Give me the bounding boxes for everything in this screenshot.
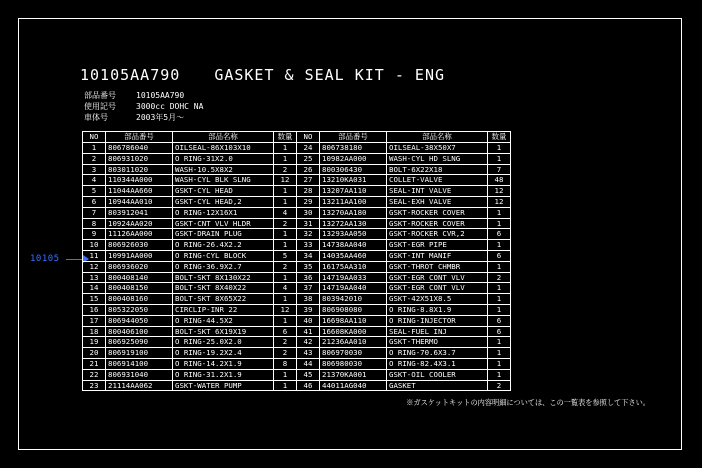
table-row	[83, 175, 511, 186]
table-row	[83, 283, 511, 294]
cell: 12	[274, 175, 297, 186]
col-header-no-right: NO	[297, 132, 320, 143]
table-row	[83, 143, 511, 154]
cell: 110344A000	[106, 175, 173, 186]
cell: 16698AA110	[320, 315, 387, 326]
cell: 5	[83, 186, 106, 197]
cell: 7	[488, 164, 511, 175]
cell: 800306430	[320, 164, 387, 175]
cell: O RING-25.0X2.0	[173, 337, 274, 348]
cell: O RING-36.9X2.7	[173, 261, 274, 272]
cell: O RING-82.4X3.1	[387, 358, 488, 369]
cell: O RING-INJECTOR	[387, 315, 488, 326]
table-row	[83, 348, 511, 359]
cell: 21114AA062	[106, 380, 173, 391]
cell: 4	[83, 175, 106, 186]
cell: 805322050	[106, 304, 173, 315]
cell: 20	[83, 348, 106, 359]
table-row	[83, 272, 511, 283]
cell: 806931040	[106, 369, 173, 380]
cell: 18	[83, 326, 106, 337]
cell: 2	[488, 272, 511, 283]
cell: GSKT-OIL COOLER	[387, 369, 488, 380]
cell: 800406100	[106, 326, 173, 337]
cell: 806980030	[320, 358, 387, 369]
cell: WASH-CYL HD SLNG	[387, 153, 488, 164]
cell: 2	[274, 218, 297, 229]
col-header-qty-right: 数量	[488, 132, 511, 143]
cell: 27	[297, 175, 320, 186]
cell: GSKT-EGR PIPE	[387, 240, 488, 251]
cell: 12	[488, 196, 511, 207]
meta-value-spec: 3000cc DOHC NA	[136, 102, 204, 111]
cell: 12	[488, 186, 511, 197]
meta-row-spec	[84, 101, 660, 112]
cell: 806936020	[106, 261, 173, 272]
table-row	[83, 369, 511, 380]
cell: 14719AA040	[320, 283, 387, 294]
cell: O RING-31.2X1.9	[173, 369, 274, 380]
cell: GSKT-DRAIN PLUG	[173, 229, 274, 240]
cell: 13272AA130	[320, 218, 387, 229]
cell: 38	[297, 294, 320, 305]
cell: 1	[488, 337, 511, 348]
table-row	[83, 164, 511, 175]
cell: 1	[274, 315, 297, 326]
cell: O RING-26.4X2.2	[173, 240, 274, 251]
cell: 46	[297, 380, 320, 391]
cell: O RING-44.5X2	[173, 315, 274, 326]
cell: 1	[488, 207, 511, 218]
col-header-part-no-right: 部品番号	[320, 132, 387, 143]
cell: 9	[83, 229, 106, 240]
callout-label: 10105	[30, 254, 60, 264]
cell: 13211AA100	[320, 196, 387, 207]
cell: 806970030	[320, 348, 387, 359]
col-header-qty-left: 数量	[274, 132, 297, 143]
cell: 25	[297, 153, 320, 164]
cell: O RING-CYL BLOCK	[173, 250, 274, 261]
table-row	[83, 186, 511, 197]
cell: BOLT-SKT 8X40X22	[173, 283, 274, 294]
cell: 803011020	[106, 164, 173, 175]
cell: 10982AA000	[320, 153, 387, 164]
table-row	[83, 294, 511, 305]
cell: 17	[83, 315, 106, 326]
cell: 1	[274, 240, 297, 251]
cell: BOLT-SKT 8X65X22	[173, 294, 274, 305]
cell: 6	[488, 250, 511, 261]
page-title: GASKET & SEAL KIT - ENG	[214, 66, 446, 84]
cell: 1	[488, 369, 511, 380]
table-row	[83, 337, 511, 348]
cell: 6	[488, 326, 511, 337]
cell: GSKT-WATER PUMP	[173, 380, 274, 391]
cell: 34	[297, 250, 320, 261]
cell: GSKT-INT MANIF	[387, 250, 488, 261]
cell: OILSEAL-38X50X7	[387, 143, 488, 154]
cell: GSKT-CNT VLV HLDR	[173, 218, 274, 229]
col-header-part-name-right: 部品名称	[387, 132, 488, 143]
cell: 10924AA020	[106, 218, 173, 229]
cell: 800408150	[106, 283, 173, 294]
table-row	[83, 229, 511, 240]
table-row	[83, 240, 511, 251]
cell: 39	[297, 304, 320, 315]
cell: 11044AA660	[106, 186, 173, 197]
cell: 1	[488, 261, 511, 272]
cell: 14035AA460	[320, 250, 387, 261]
cell: 800408140	[106, 272, 173, 283]
cell: O RING-70.6X3.7	[387, 348, 488, 359]
cell: 803912041	[106, 207, 173, 218]
cell: 36	[297, 272, 320, 283]
cell: 21236AA010	[320, 337, 387, 348]
cell: 4	[274, 207, 297, 218]
cell: O RING-8.8X1.9	[387, 304, 488, 315]
cell: 800408160	[106, 294, 173, 305]
cell: 1	[488, 153, 511, 164]
cell: 21	[83, 358, 106, 369]
cell: 22	[83, 369, 106, 380]
cell: 40	[297, 315, 320, 326]
meta-row-body-no	[84, 112, 660, 123]
cell: O RING-12X16X1	[173, 207, 274, 218]
cell: 14	[83, 283, 106, 294]
table-header-row	[83, 132, 511, 143]
cell: 28	[297, 186, 320, 197]
cell: BOLT-SKT 8X130X22	[173, 272, 274, 283]
table-row	[83, 218, 511, 229]
cell: 12	[83, 261, 106, 272]
cell: 43	[297, 348, 320, 359]
cell: 1	[488, 240, 511, 251]
cell: 1	[83, 143, 106, 154]
cell: GASKET	[387, 380, 488, 391]
cell: 11	[83, 250, 106, 261]
cell: 806786040	[106, 143, 173, 154]
cell: 1	[274, 380, 297, 391]
cell: 15	[83, 294, 106, 305]
cell: 1	[274, 369, 297, 380]
header-part-number: 10105AA790	[80, 66, 181, 84]
cell: 1	[274, 143, 297, 154]
cell: 13	[83, 272, 106, 283]
cell: 2	[274, 337, 297, 348]
cell: 13293AA050	[320, 229, 387, 240]
document-content	[80, 66, 660, 408]
meta-row-part-no	[84, 90, 660, 101]
cell: 30	[297, 207, 320, 218]
cell: GSKT-THROT CHMBR	[387, 261, 488, 272]
cell: 1	[274, 186, 297, 197]
cell: SEAL-EXH VALVE	[387, 196, 488, 207]
cell: 8	[83, 218, 106, 229]
table-row	[83, 250, 511, 261]
cell: GSKT-ROCKER CVR,2	[387, 229, 488, 240]
cell: 42	[297, 337, 320, 348]
cell: 3	[83, 164, 106, 175]
cell: O RING-14.2X1.9	[173, 358, 274, 369]
cell: WASH-10.5X8X2	[173, 164, 274, 175]
cell: 803942010	[320, 294, 387, 305]
cell: 44	[297, 358, 320, 369]
cell: 1	[274, 196, 297, 207]
cell: 806738180	[320, 143, 387, 154]
table-row	[83, 207, 511, 218]
cell: 13207AA110	[320, 186, 387, 197]
table-row	[83, 358, 511, 369]
cell: GSKT-EGR CONT VLV	[387, 283, 488, 294]
cell: O RING-31X2.0	[173, 153, 274, 164]
cell: 7	[83, 207, 106, 218]
cell: 6	[488, 315, 511, 326]
cell: 10944AA010	[106, 196, 173, 207]
cell: 2	[274, 261, 297, 272]
cell: 13210KA031	[320, 175, 387, 186]
cell: 11126AA000	[106, 229, 173, 240]
cell: GSKT-EGR CONT VLV	[387, 272, 488, 283]
cell: 806919100	[106, 348, 173, 359]
table-row	[83, 261, 511, 272]
cell: GSKT-42X51X8.5	[387, 294, 488, 305]
cell: 16	[83, 304, 106, 315]
cell: 8	[274, 358, 297, 369]
footnote-text: ※ガスケットキットの内容明細については、この一覧表を参照して下さい。	[406, 398, 650, 408]
cell: 1	[488, 218, 511, 229]
parts-table-body	[83, 143, 511, 391]
cell: 2	[274, 348, 297, 359]
meta-value-part-no: 10105AA790	[136, 91, 185, 100]
table-row	[83, 380, 511, 391]
cell: COLLET-VALVE	[387, 175, 488, 186]
meta-label-part-no: 部品番号	[84, 91, 116, 100]
meta-label-spec: 使用記号	[84, 102, 116, 111]
cell: 31	[297, 218, 320, 229]
cell: BOLT-6X22X18	[387, 164, 488, 175]
cell: 806925090	[106, 337, 173, 348]
cell: O RING-19.2X2.4	[173, 348, 274, 359]
cell: GSKT-CYL HEAD,2	[173, 196, 274, 207]
cell: 26	[297, 164, 320, 175]
document-header	[80, 66, 660, 84]
cell: 29	[297, 196, 320, 207]
cell: BOLT-SKT 6X19X19	[173, 326, 274, 337]
cell: WASH-CYL BLK SLNG	[173, 175, 274, 186]
cell: 6	[83, 196, 106, 207]
cell: 1	[274, 153, 297, 164]
col-header-no-left: NO	[83, 132, 106, 143]
table-row	[83, 153, 511, 164]
cell: 32	[297, 229, 320, 240]
cell: 6	[488, 229, 511, 240]
cell: 1	[274, 229, 297, 240]
cell: 1	[488, 358, 511, 369]
cell: 1	[488, 143, 511, 154]
cell: 1	[488, 294, 511, 305]
cell: 23	[83, 380, 106, 391]
parts-table	[82, 131, 511, 391]
cell: 41	[297, 326, 320, 337]
cell: 1	[274, 294, 297, 305]
cell: 2	[274, 164, 297, 175]
col-header-part-no-left: 部品番号	[106, 132, 173, 143]
cell: 806914100	[106, 358, 173, 369]
cell: 19	[83, 337, 106, 348]
cell: 13270AA180	[320, 207, 387, 218]
cell: 1	[274, 272, 297, 283]
cell: 1	[488, 283, 511, 294]
cell: 14738AA040	[320, 240, 387, 251]
cell: 1	[488, 348, 511, 359]
cell: 2	[488, 380, 511, 391]
cell: 16175AA310	[320, 261, 387, 272]
cell: 806908080	[320, 304, 387, 315]
meta-label-body-no: 車体号	[84, 113, 108, 122]
cell: CIRCLIP-INR 22	[173, 304, 274, 315]
cell: 806931020	[106, 153, 173, 164]
table-row	[83, 196, 511, 207]
cell: 37	[297, 283, 320, 294]
cell: SEAL-INT VALVE	[387, 186, 488, 197]
cell: 10	[83, 240, 106, 251]
cell: 21370KA001	[320, 369, 387, 380]
cell: 44011AG040	[320, 380, 387, 391]
cell: 14719AA033	[320, 272, 387, 283]
col-header-part-name-left: 部品名称	[173, 132, 274, 143]
cell: 10991AA000	[106, 250, 173, 261]
cell: OILSEAL-86X103X10	[173, 143, 274, 154]
cell: 5	[274, 250, 297, 261]
cell: GSKT-ROCKER COVER	[387, 207, 488, 218]
cell: 1	[488, 304, 511, 315]
cell: 16608KA000	[320, 326, 387, 337]
cell: 12	[274, 304, 297, 315]
cell: 48	[488, 175, 511, 186]
meta-value-body-no: 2003年5月～	[136, 113, 185, 122]
cell: SEAL-FUEL INJ	[387, 326, 488, 337]
cell: GSKT-ROCKER COVER	[387, 218, 488, 229]
cell: 45	[297, 369, 320, 380]
cell: 6	[274, 326, 297, 337]
cell: GSKT-THERMO	[387, 337, 488, 348]
cell: GSKT-CYL HEAD	[173, 186, 274, 197]
cell: 806926030	[106, 240, 173, 251]
cell: 35	[297, 261, 320, 272]
cell: 806944050	[106, 315, 173, 326]
cell: 33	[297, 240, 320, 251]
cell: 4	[274, 283, 297, 294]
document-meta	[84, 90, 660, 123]
table-row	[83, 304, 511, 315]
table-row	[83, 315, 511, 326]
cell: 2	[83, 153, 106, 164]
table-row	[83, 326, 511, 337]
cell: 24	[297, 143, 320, 154]
